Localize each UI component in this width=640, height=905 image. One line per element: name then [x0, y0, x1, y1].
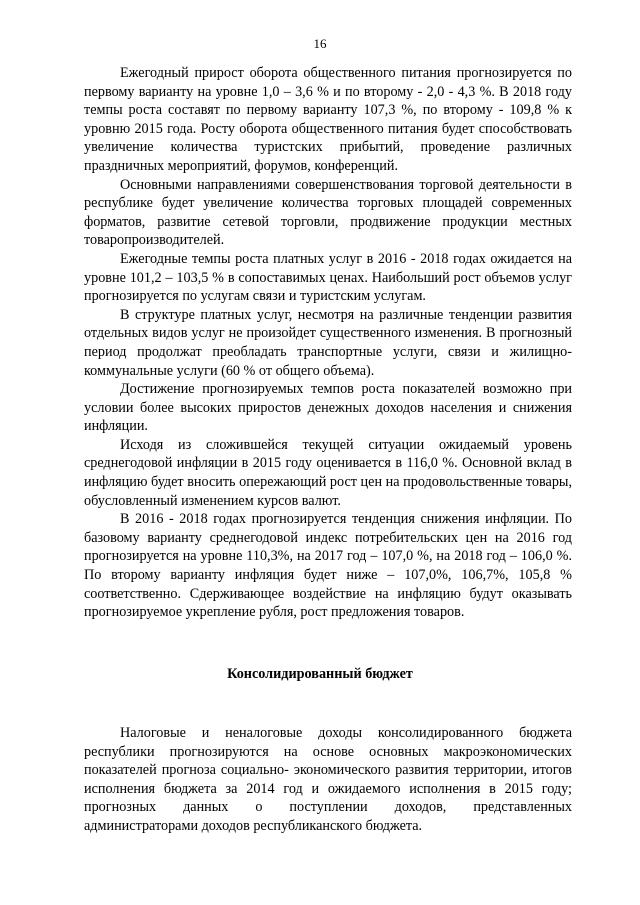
paragraph-paid-services-growth: Ежегодные темпы роста платных услуг в 2016 - 2018 годах ожидается на уровне 101,2 – 103,5 % в сопоставимых ценах. Наибольший рост объемов услуг прогнозируется по услугам связи и туристским услугам. [84, 250, 572, 305]
paragraph-catering-forecast: Ежегодный прирост оборота общественного питания прогнозируется по первому варианту на уровне 1,0 – 3,6 % и по второму - 2,0 - 4,3 %. В 2018 году темпы роста составят по первому варианту 107,3 %, по второму - 109,8 % к уровню 2015 года. Росту оборота общественного питания будет способствовать увеличение количества туристских прибытий, проведение различных праздничных мероприятий, форумов, конференций. [84, 65, 572, 174]
paragraph-inflation-forecast: В 2016 - 2018 годах прогнозируется тенденция снижения инфляции. По базовому варианту среднегодовой индекс потребительских цен на 2016 год прогнозируется на уровне 110,3%, на 2017 год – 107,0 %, на 2018 год – 106,0 %. По второму варианту инфляция будет ниже – 107,0%, 106,7%, 105,8 % соответственно. Сдерживающее воздействие на инфляцию будут оказывать прогнозируемое укрепление рубля, рост предложения товаров. [84, 511, 572, 621]
main-text [84, 64, 572, 622]
section-text [84, 724, 572, 836]
paragraph-paid-services-structure: В структуре платных услуг, несмотря на различные тенденции развития отдельных видов услуг не произойдет существенного изменения. В прогнозный период продолжат преобладать транспортные услуги, связи и жилищно-коммунальные услуги (60 % от общего объема). [84, 306, 572, 379]
paragraph-budget-revenues: Налоговые и неналоговые доходы консолидированного бюджета республики прогнозируются на основе основных макроэкономических показателей прогноза социально- экономического развития территории, итогов исполнения бюджета за 2014 год и ожидаемого исполнения в 2015 году; прогнозных данных о поступлении доходов, представленных администраторами доходов республиканского бюджета. [84, 725, 572, 834]
section-heading-consolidated-budget: Консолидированный бюджет [227, 666, 413, 682]
paragraph-trade-directions: Основными направлениями совершенствования торговой деятельности в республике будет увеличение количества торговых площадей современных форматов, развитие сетевой торговли, продвижение продукции местных товаропроизводителей. [84, 176, 572, 249]
paragraph-growth-conditions: Достижение прогнозируемых темпов роста показателей возможно при условии более высоких приростов денежных доходов населения и снижения инфляции. [84, 381, 572, 435]
page-number: 16 [313, 36, 327, 51]
paragraph-inflation-2015: Исходя из сложившейся текущей ситуации ожидаемый уровень среднегодовой инфляции в 2015 году оценивается в 116,0 %. Основной вклад в инфляцию будет вносить опережающий рост цен на продовольственные товары, обусловленный изменением курсов валют. [84, 436, 572, 509]
